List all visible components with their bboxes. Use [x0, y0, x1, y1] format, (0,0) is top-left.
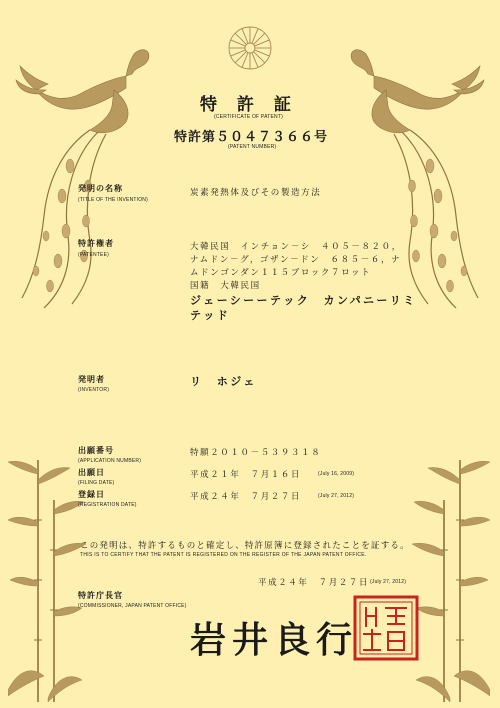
invention-title-label-en: (TITLE OF THE INVENTION): [78, 197, 148, 203]
commissioner-label: 特許庁長官: [78, 591, 123, 600]
patentee-name-line2: テッド: [190, 309, 231, 322]
issue-date-en: (July 27, 2012): [370, 579, 407, 585]
commissioner-signature: 岩井良行: [190, 619, 359, 661]
official-seal-stamp-icon: [352, 594, 420, 662]
invention-title-label: 発明の名称: [78, 184, 123, 193]
certification-statement: この発明は、特許するものと確定し、特許原簿に登録されたことを証する。: [80, 541, 410, 551]
bamboo-right-icon: [410, 440, 490, 702]
certificate-title: 特 許 証: [200, 95, 298, 115]
patent-number-en: (PATENT NUMBER): [228, 144, 277, 150]
inventor-label-en: (INVENTOR): [78, 387, 110, 393]
registration-date-value: 平成２４年 ７月２７日: [190, 492, 302, 502]
filing-date-value-en: (July 16, 2009): [318, 471, 355, 477]
patentee-nationality: 国籍 大韓民国: [190, 281, 261, 291]
inventor-label: 発明者: [78, 375, 105, 384]
certification-statement-en: THIS IS TO CERTIFY THAT THE PATENT IS REGISTERED ON THE REGISTER OF THE JAPAN PATENT OFFICE.: [80, 552, 367, 558]
patent-number: 特許第５０４７３６６号: [174, 130, 329, 145]
application-number-label: 出願番号: [78, 446, 114, 455]
patentee-label: 特許権者: [78, 239, 114, 248]
application-number-label-en: (APPLICATION NUMBER): [78, 458, 142, 464]
patentee-address-line1: 大韓民国 インチョン－シ ４０５－８２０，: [190, 242, 402, 252]
invention-title-value: 炭素発熱体及びその製造方法: [190, 188, 322, 198]
patentee-name-line1: ジェーシーーテック カンパニーリミ: [190, 294, 417, 307]
issue-date: 平成２４年 ７月２７日: [258, 578, 370, 588]
filing-date-label: 出願日: [78, 468, 105, 477]
registration-date-value-en: (July 27, 2012): [318, 493, 355, 499]
certificate-title-en: (CERTIFICATE OF PATENT): [214, 114, 283, 120]
bamboo-left-icon: [8, 440, 88, 702]
filing-date-value: 平成２１年 ７月１６日: [190, 470, 302, 480]
chrysanthemum-crest-icon: [226, 24, 274, 72]
application-number-value: 特願２０１０－５３９３１８: [190, 448, 322, 458]
patentee-label-en: (PATENTEE): [78, 252, 109, 258]
inventor-value: リ ホジェ: [190, 375, 257, 388]
patentee-address-line2: ナムドン－グ，ゴザン－ドン ６８５－６，ナ: [190, 255, 402, 265]
patentee-address-line3: ムドンゴンダン１１５ブロック７ロット: [190, 268, 372, 278]
filing-date-label-en: (FILING DATE): [78, 480, 115, 486]
commissioner-label-en: (COMMISSIONER, JAPAN PATENT OFFICE): [78, 603, 187, 609]
registration-date-label-en: (REGISTRATION DATE): [78, 502, 137, 508]
registration-date-label: 登録日: [78, 490, 105, 499]
phoenix-left-icon: [14, 36, 164, 316]
